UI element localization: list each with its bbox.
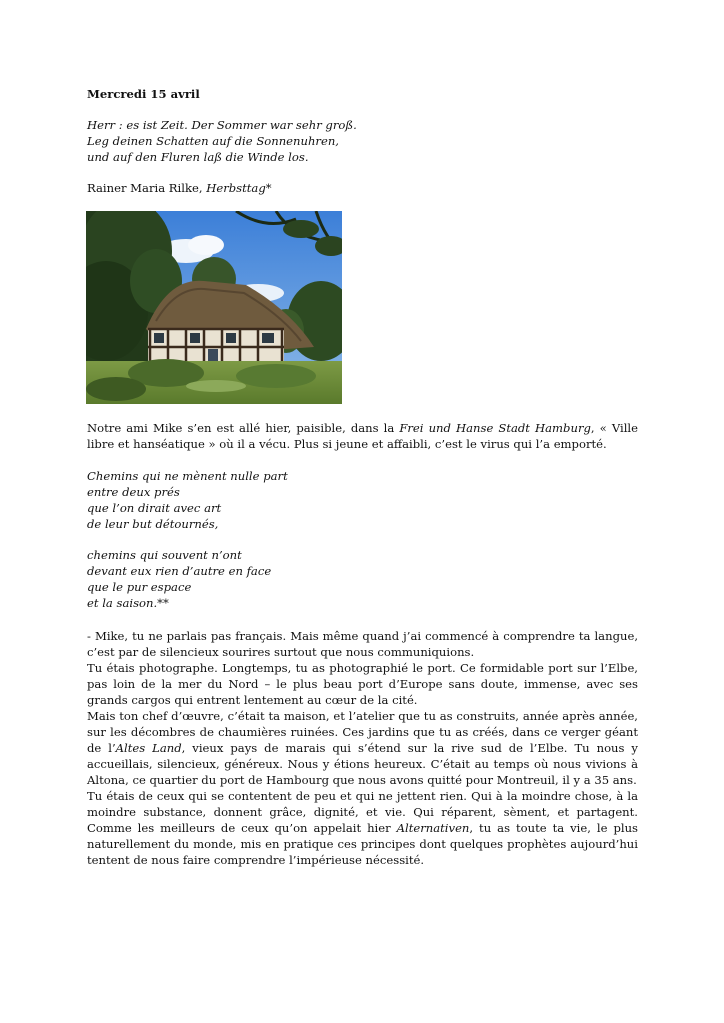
body-text-part: , tu as toute ta vie, le plus naturellement du monde, mis en pratique ces principes dont quelques prophètes aujourd’hui tentent de nous faire comprendre l’impérieuse nécessité. xyxy=(87,821,638,867)
epigraph-line: Leg deinen Schatten auf die Sonnenuhren, xyxy=(87,134,339,148)
epigraph-poem xyxy=(87,117,357,165)
thatched-house-photo xyxy=(86,211,342,404)
entry-date: Mercredi 15 avril xyxy=(87,87,200,101)
poem-line: de leur but détournés, xyxy=(87,517,219,531)
intro-text: Notre ami Mike s’en est allé hier, paisible, dans la xyxy=(87,421,400,435)
body-text-part: Mais ton chef d’œuvre, c’était ta maison, et l’atelier que tu as construits, année après année, sur les décombres de chaumières ruinées. Ces jardins que tu as créés, dans ce verger géant de l’ xyxy=(87,709,638,755)
body-paragraph: - Mike, tu ne parlais pas français. Mais même quand j’ai commencé à comprendre ta langue, c’est par de silencieux sourires surtout que nous communiquions. xyxy=(87,629,638,659)
poem-line: que le pur espace xyxy=(87,580,192,594)
body-text xyxy=(87,628,638,868)
region-name: Altes Land xyxy=(115,741,182,755)
body-paragraph xyxy=(87,788,638,868)
poem-line: et la saison.** xyxy=(87,596,169,610)
epigraph-attribution xyxy=(87,180,272,196)
alternativen-term: Alternativen xyxy=(396,821,470,835)
body-text-part: , vieux pays de marais qui s’étend sur la rive sud de l’Elbe. Tu nous y accueillais, silencieux, généreux. Nous y étions heureux. C’était au temps où nous vivions à Altona, ce quartier du port de Hambourg que nous avons quitté pour Montreuil, il y a 35 ans. xyxy=(87,741,638,787)
intro-paragraph xyxy=(87,420,638,452)
work-title: Herbsttag* xyxy=(206,181,272,195)
poem-line: devant eux rien d’autre en face xyxy=(87,564,272,578)
poem-stanza-2 xyxy=(87,547,271,611)
author-name: Rainer Maria Rilke, xyxy=(87,181,207,195)
body-text-part: Tu étais de ceux qui se contentent de peu et qui ne jettent rien. Qui à la moindre chose, à la moindre substance, donnent grâce, dignité, et vie. Qui réparent, sèment, et partagent. Comme les meilleurs de ceux qu’on appelait hier xyxy=(87,789,638,835)
body-paragraph: Tu étais photographe. Longtemps, tu as photographié le port. Ce formidable port sur l’Elbe, pas loin de la mer du Nord – le plus beau port d’Europe sans doute, immense, avec ses grands cargos qui entrent lentement au cœur de la cité. xyxy=(87,661,638,707)
body-paragraph xyxy=(87,708,638,788)
intro-text: , « Ville libre et hanséatique » où il a vécu. Plus si jeune et affaibli, c’est le virus qui l’a emporté. xyxy=(87,421,638,451)
poem-line: que l’on dirait avec art xyxy=(87,501,222,515)
poem-line: entre deux prés xyxy=(87,485,180,499)
city-name: Frei und Hanse Stadt Hamburg xyxy=(399,421,591,435)
poem-line: chemins qui souvent n’ont xyxy=(87,548,242,562)
epigraph-line: und auf den Fluren laß die Winde los. xyxy=(87,150,309,164)
epigraph-line: Herr : es ist Zeit. Der Sommer war sehr groß. xyxy=(87,118,357,132)
poem-line: Chemins qui ne mènent nulle part xyxy=(87,469,288,483)
poem-stanza-1 xyxy=(87,468,288,532)
